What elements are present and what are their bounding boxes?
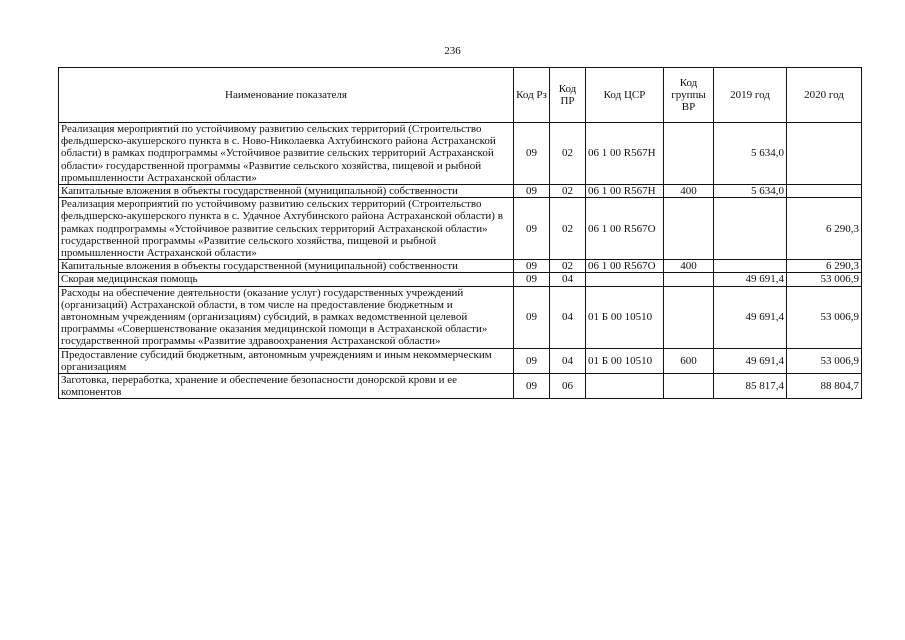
cell-name: Расходы на обеспечение деятельности (оказание услуг) государственных учреждений (организаций) Астраханской области, в том числе на предоставление бюджетным и автономным учреждениям (организациям) субсидий, в рамках ведомственной целевой программы «Совершенствование оказания медицинской помощи в Астраханской области» государственной программы «Развитие здравоохранения Астраханской области» bbox=[59, 286, 514, 348]
cell-pr: 04 bbox=[550, 286, 586, 348]
cell-name: Заготовка, переработка, хранение и обеспечение безопасности донорской крови и ее компонентов bbox=[59, 374, 514, 399]
table-row bbox=[59, 286, 862, 348]
header-2019: 2019 год bbox=[714, 68, 787, 123]
cell-csr: 06 1 00 R567О bbox=[586, 198, 664, 260]
cell-rz: 09 bbox=[514, 123, 550, 185]
table-row bbox=[59, 260, 862, 273]
table-row bbox=[59, 123, 862, 185]
cell-rz: 09 bbox=[514, 286, 550, 348]
cell-vr bbox=[664, 123, 714, 185]
cell-pr: 04 bbox=[550, 348, 586, 373]
cell-2020: 88 804,7 bbox=[787, 374, 862, 399]
header-name: Наименование показателя bbox=[59, 68, 514, 123]
cell-2020: 53 006,9 bbox=[787, 273, 862, 286]
cell-vr: 600 bbox=[664, 348, 714, 373]
cell-2019: 49 691,4 bbox=[714, 273, 787, 286]
cell-pr: 02 bbox=[550, 185, 586, 198]
cell-2020: 53 006,9 bbox=[787, 286, 862, 348]
cell-name: Капитальные вложения в объекты государственной (муниципальной) собственности bbox=[59, 185, 514, 198]
cell-rz: 09 bbox=[514, 273, 550, 286]
table-header-row bbox=[59, 68, 862, 123]
cell-2020 bbox=[787, 185, 862, 198]
cell-2020 bbox=[787, 123, 862, 185]
cell-pr: 02 bbox=[550, 123, 586, 185]
table-row bbox=[59, 198, 862, 260]
cell-csr bbox=[586, 374, 664, 399]
cell-2019: 5 634,0 bbox=[714, 185, 787, 198]
cell-2020: 53 006,9 bbox=[787, 348, 862, 373]
header-csr: Код ЦСР bbox=[586, 68, 664, 123]
cell-name: Реализация мероприятий по устойчивому развитию сельских территорий (Строительство фельдшерско-акушерского пункта в с. Ново-Николаевка Ахтубинского района Астраханской области) в рамках подпрограммы «Устойчивое развитие сельских территорий Астраханской области» государственной программы «Развитие сельского хозяйства, пищевой и рыбной промышленности Астраханской области» bbox=[59, 123, 514, 185]
cell-name: Реализация мероприятий по устойчивому развитию сельских территорий (Строительство фельдшерско-акушерского пункта в с. Удачное Ахтубинского района Астраханской области) в рамках подпрограммы «Устойчивое развитие сельских территорий Астраханской области» государственной программы «Развитие сельского хозяйства, пищевой и рыбной промышленности Астраханской области» bbox=[59, 198, 514, 260]
cell-name: Скорая медицинская помощь bbox=[59, 273, 514, 286]
cell-rz: 09 bbox=[514, 198, 550, 260]
cell-pr: 02 bbox=[550, 260, 586, 273]
cell-pr: 06 bbox=[550, 374, 586, 399]
cell-csr: 06 1 00 R567Н bbox=[586, 123, 664, 185]
cell-csr bbox=[586, 273, 664, 286]
cell-name: Капитальные вложения в объекты государственной (муниципальной) собственности bbox=[59, 260, 514, 273]
header-vr: Код группы ВР bbox=[664, 68, 714, 123]
cell-2019: 85 817,4 bbox=[714, 374, 787, 399]
table-row bbox=[59, 348, 862, 373]
header-rz: Код Рз bbox=[514, 68, 550, 123]
budget-table bbox=[58, 67, 862, 399]
table-row bbox=[59, 185, 862, 198]
header-pr: Код ПР bbox=[550, 68, 586, 123]
cell-name: Предоставление субсидий бюджетным, автономным учреждениям и иным некоммерческим организациям bbox=[59, 348, 514, 373]
header-2020: 2020 год bbox=[787, 68, 862, 123]
cell-vr bbox=[664, 198, 714, 260]
table-row bbox=[59, 374, 862, 399]
page-number: 236 bbox=[444, 45, 461, 57]
cell-rz: 09 bbox=[514, 260, 550, 273]
cell-pr: 02 bbox=[550, 198, 586, 260]
cell-rz: 09 bbox=[514, 348, 550, 373]
cell-2020: 6 290,3 bbox=[787, 198, 862, 260]
cell-2019: 49 691,4 bbox=[714, 348, 787, 373]
cell-pr: 04 bbox=[550, 273, 586, 286]
cell-vr: 400 bbox=[664, 185, 714, 198]
cell-vr bbox=[664, 273, 714, 286]
table-row bbox=[59, 273, 862, 286]
cell-2019: 5 634,0 bbox=[714, 123, 787, 185]
cell-2019: 49 691,4 bbox=[714, 286, 787, 348]
cell-vr bbox=[664, 374, 714, 399]
cell-2019 bbox=[714, 198, 787, 260]
cell-csr: 01 Б 00 10510 bbox=[586, 348, 664, 373]
cell-rz: 09 bbox=[514, 185, 550, 198]
cell-csr: 01 Б 00 10510 bbox=[586, 286, 664, 348]
cell-csr: 06 1 00 R567О bbox=[586, 260, 664, 273]
cell-csr: 06 1 00 R567Н bbox=[586, 185, 664, 198]
cell-2020: 6 290,3 bbox=[787, 260, 862, 273]
cell-vr bbox=[664, 286, 714, 348]
cell-rz: 09 bbox=[514, 374, 550, 399]
cell-vr: 400 bbox=[664, 260, 714, 273]
cell-2019 bbox=[714, 260, 787, 273]
